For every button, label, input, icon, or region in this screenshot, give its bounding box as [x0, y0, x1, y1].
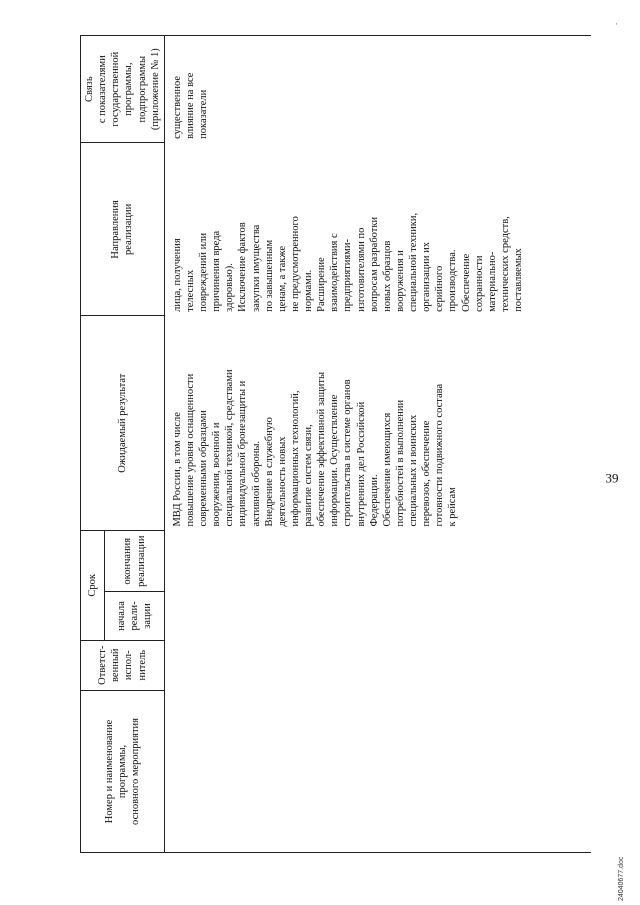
header-start: начала реали- зации [105, 592, 164, 640]
cell-directions: лица, получения телесных повреждений или причинения вреда здоровью). Исключение фактов закупки имущества по завышенным ценам, а также не предусмотренного нормами. Расширение взаимодействия с предприятиями- изготовителями по вопросам разработки новых образцов вооружения и специальной техники, организации их серийного производства. Обеспечение сохранности материально- технических средств, поставляемых [171, 212, 524, 312]
program-activities-table [80, 35, 591, 853]
header-directions: Направления реализации [81, 143, 165, 316]
cell-result: МВД России, в том числе повышение уровня оснащенности современными образцами вооружения, военной и специальной техникой, средствами индивидуальной бронезащиты и активной обороны. Внедрение в служебную деятельность новых информационных технологий, развитие систем связи, обеспечение эффективной защиты информации. Осуществление строительства в системе органов внутренних дел Российской Федерации. Обеспечение имеющихся потребностей в выполнении специальных и воинских перевозок, обеспечение готовности подвижного состава к рейсам [171, 369, 459, 527]
table-row [164, 36, 591, 853]
header-program: Номер и наименование программы, основного мероприятия [81, 690, 165, 852]
cell-program [164, 690, 591, 852]
header-executor: Ответст- венный испол- нитель [81, 640, 165, 690]
edge-mark: - [612, 22, 620, 25]
header-end: окончания реализации [105, 531, 164, 592]
page-number: 39 [605, 470, 619, 486]
header-result: Ожидаемый результат [81, 316, 165, 531]
cell-executor [164, 640, 591, 690]
header-link: Связь с показателями государственной программы, подпрограммы (приложение № 1) [81, 36, 165, 143]
cell-end [164, 531, 591, 592]
cell-link: существенное влияние на все показатели [164, 36, 591, 143]
cell-start [164, 592, 591, 640]
footer-filename: 24040677.doc [618, 856, 625, 901]
header-term: Срок [81, 531, 105, 641]
